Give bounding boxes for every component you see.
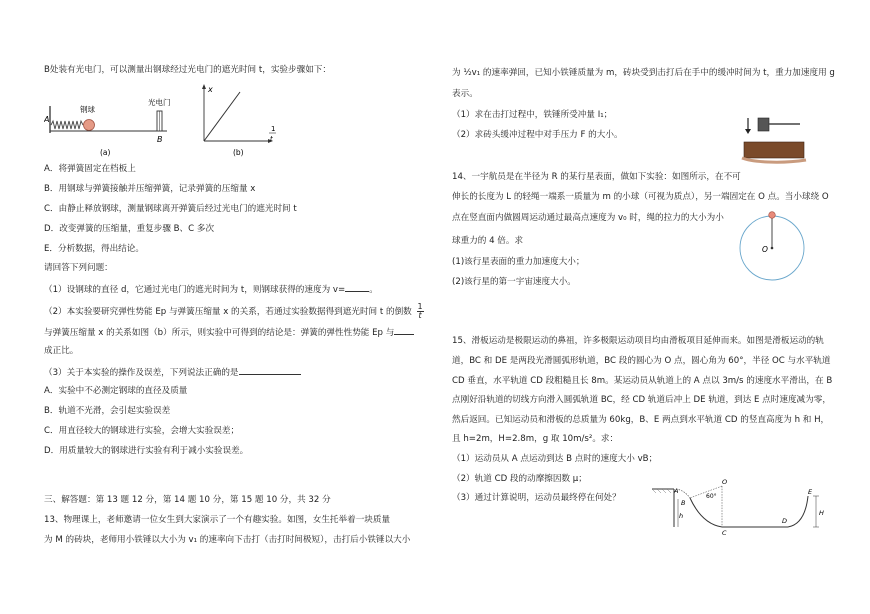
q15-line4: 点刚好沿轨道的切线方向滑入圆弧轨道 BC，经 CD 轨道后冲上 DE 轨道，到达 E 点时速度减为零， bbox=[452, 395, 831, 405]
graph-line bbox=[204, 92, 240, 141]
y-arrow bbox=[202, 84, 206, 89]
question-2-line2 bbox=[44, 326, 414, 339]
label-c: C bbox=[722, 529, 727, 537]
axis-frac-num: 1 bbox=[271, 125, 276, 133]
q13-sub1: （1）求在击打过程中，铁锤所受冲量 I₁； bbox=[452, 110, 613, 120]
step-c: C．由静止释放钢球，测量钢球离开弹簧后经过光电门的遮光时间 t bbox=[44, 204, 297, 214]
q15-sub2: （2）轨道 CD 段的动摩擦因数 μ； bbox=[452, 474, 587, 484]
question-1 bbox=[44, 283, 378, 296]
question-2-text: （2）本实验要研究弹性势能 Ep 与弹簧压缩量 x 的关系，若通过实验数据得到遮光时间 t 的倒数 bbox=[44, 307, 412, 317]
q15-line1: 15、滑板运动是极限运动的鼻祖，许多极限运动项目均由滑板项目延伸而来。如图是滑板运动的轨 bbox=[452, 336, 824, 346]
answer-blank-2[interactable] bbox=[394, 326, 414, 335]
label-height: H bbox=[819, 509, 824, 517]
question-3 bbox=[44, 366, 301, 379]
q15-line2: 道，BC 和 DE 是两段光滑圆弧形轨道，BC 段的圆心为 O 点，圆心角为 60°，半径 OC 与水平轨道 bbox=[452, 356, 831, 366]
q3-option-a: A．实验中不必测定钢球的直径及质量 bbox=[44, 386, 188, 396]
section-header: 三、解答题：第 13 题 12 分，第 14 题 10 分，第 15 题 10 分，共 32 分 bbox=[44, 495, 331, 505]
q13-cont-line2: 表示。 bbox=[452, 89, 478, 99]
q14-sub1: (1)该行星表面的重力加速度大小； bbox=[452, 257, 585, 267]
steel-ball bbox=[84, 120, 95, 131]
q14-line1: 14、一宇航员是在半径为 R 的某行星表面，做如下实验：如图所示，在不可 bbox=[452, 172, 741, 182]
question-1-end: 。 bbox=[369, 285, 378, 295]
q13-sub2: （2）求砖头缓冲过程中对手压力 F 的大小。 bbox=[452, 130, 623, 140]
label-h: h bbox=[679, 512, 684, 520]
brick bbox=[744, 142, 804, 158]
spring bbox=[51, 121, 83, 129]
step-d: D．改变弹簧的压缩量，重复步骤 B、C 多次 bbox=[44, 224, 215, 234]
label-d: D bbox=[782, 517, 788, 525]
label-a: A bbox=[674, 487, 679, 495]
axis-frac-den: t bbox=[270, 135, 273, 143]
hand bbox=[742, 158, 806, 162]
arc-bc bbox=[690, 498, 722, 527]
experiment-figure bbox=[44, 78, 284, 160]
small-ball bbox=[769, 212, 776, 219]
q3-option-b: B．轨道不光滑，会引起实验误差 bbox=[44, 406, 171, 416]
q13-cont-line1: 为 ½v₁ 的速率弹回，已知小铁锤质量为 m，砖块受到击打后在手中的缓冲时间为 t，重力加速度用 g bbox=[452, 68, 835, 78]
label-e: E bbox=[808, 488, 813, 496]
skateboard-track-figure bbox=[650, 472, 830, 538]
q13-line1: 13、物理课上，老师邀请一位女生到大家演示了一个有趣实验。如图，女生托举着一块质量 bbox=[44, 515, 391, 525]
q14-line2: 伸长的长度为 L 的轻绳一端系一质量为 m 的小球（可视为质点），另一端固定在 O 点。当小球绕 O bbox=[452, 192, 829, 202]
center-point bbox=[771, 247, 774, 250]
q13-line2: 为 M 的砖块，老师用小铁锤以大小为 v₁ 的速率向下击打（击打时间极短），击打后小铁锤以大小 bbox=[44, 535, 411, 545]
q14-sub2: (2)该行星的第一宇宙速度大小。 bbox=[452, 277, 576, 287]
caption-a: (a) bbox=[100, 148, 111, 157]
fraction-denominator: t bbox=[418, 311, 422, 320]
label-o-center: O bbox=[722, 478, 728, 486]
q15-sub3: （3）通过计算说明，运动员最终停在何处？ bbox=[452, 493, 621, 503]
step-e: E．分析数据，得出结论。 bbox=[44, 244, 144, 254]
label-ball: 钢球 bbox=[80, 105, 95, 114]
question-2-line1 bbox=[44, 303, 424, 320]
q14-line4: 球重力的 4 倍。求 bbox=[452, 236, 524, 246]
fraction-numerator: 1 bbox=[417, 302, 423, 311]
hammer-head bbox=[758, 118, 769, 131]
label-a-point: A bbox=[44, 115, 50, 124]
inverse-t-fraction bbox=[417, 303, 424, 320]
label-b-point: B bbox=[157, 135, 163, 144]
step-b: B．用钢球与弹簧接触并压缩弹簧，记录弹簧的压缩量 x bbox=[44, 184, 256, 194]
strike-arrowhead bbox=[745, 129, 751, 134]
q3-option-d: D．用质量较大的钢球进行实验有利于减小实验误差。 bbox=[44, 446, 249, 456]
arc-de bbox=[788, 496, 808, 527]
caption-b: (b) bbox=[233, 148, 244, 157]
answer-prompt: 请回答下列问题： bbox=[44, 263, 113, 273]
question-2-line3: 成正比。 bbox=[44, 346, 79, 356]
answer-blank-3[interactable] bbox=[239, 366, 301, 375]
label-b: B bbox=[681, 499, 686, 507]
circular-motion-figure bbox=[737, 208, 809, 284]
question-3-text: （3）关于本实验的操作及误差，下列说法正确的是 bbox=[44, 368, 239, 378]
q14-line3: 点在竖直面内做圆周运动通过最高点速度为 v₀ 时，绳的拉力的大小为小 bbox=[452, 213, 724, 223]
axis-x-label: x bbox=[208, 85, 213, 94]
q15-line6: 且 h=2m，H=2.8m，g 取 10m/s²。求： bbox=[452, 434, 619, 444]
q15-sub1: （1）运动员从 A 点运动到达 B 点时的速度大小 vB； bbox=[452, 454, 658, 464]
question-2-line2-text: 与弹簧压缩量 x 的关系如图（b）所示，则实验中可得到的结论是：弹簧的弹性性势能 Ep 与 bbox=[44, 328, 395, 338]
label-o: O bbox=[762, 245, 768, 254]
question-1-text: （1）设钢球的直径 d，它通过光电门的遮光时间为 t，则钢球获得的速度为 v= bbox=[44, 285, 346, 295]
q15-line5: 然后返回。已知运动员和滑板的总质量为 60kg，B、E 两点到水平轨道 CD 的竖直高度为 h 和 H， bbox=[452, 415, 830, 425]
label-angle: 60° bbox=[706, 493, 717, 500]
label-photogate: 光电门 bbox=[148, 98, 171, 107]
hammer-brick-figure bbox=[740, 112, 812, 166]
intro-text: B处装有光电门，可以测量出钢球经过光电门的遮光时间 t，实验步骤如下： bbox=[44, 65, 331, 75]
answer-blank-1[interactable] bbox=[345, 283, 369, 292]
platform-hatch bbox=[652, 489, 671, 493]
step-a: A．将弹簧固定在档板上 bbox=[44, 164, 136, 174]
q15-line3: CD 垂直，水平轨道 CD 段粗糙且长 8m。某运动员从轨道上的 A 点以 3m/s 的速度水平滑出，在 B bbox=[452, 376, 833, 386]
q3-option-c: C．用直径较大的钢球进行实验，会增大实验误差； bbox=[44, 426, 240, 436]
